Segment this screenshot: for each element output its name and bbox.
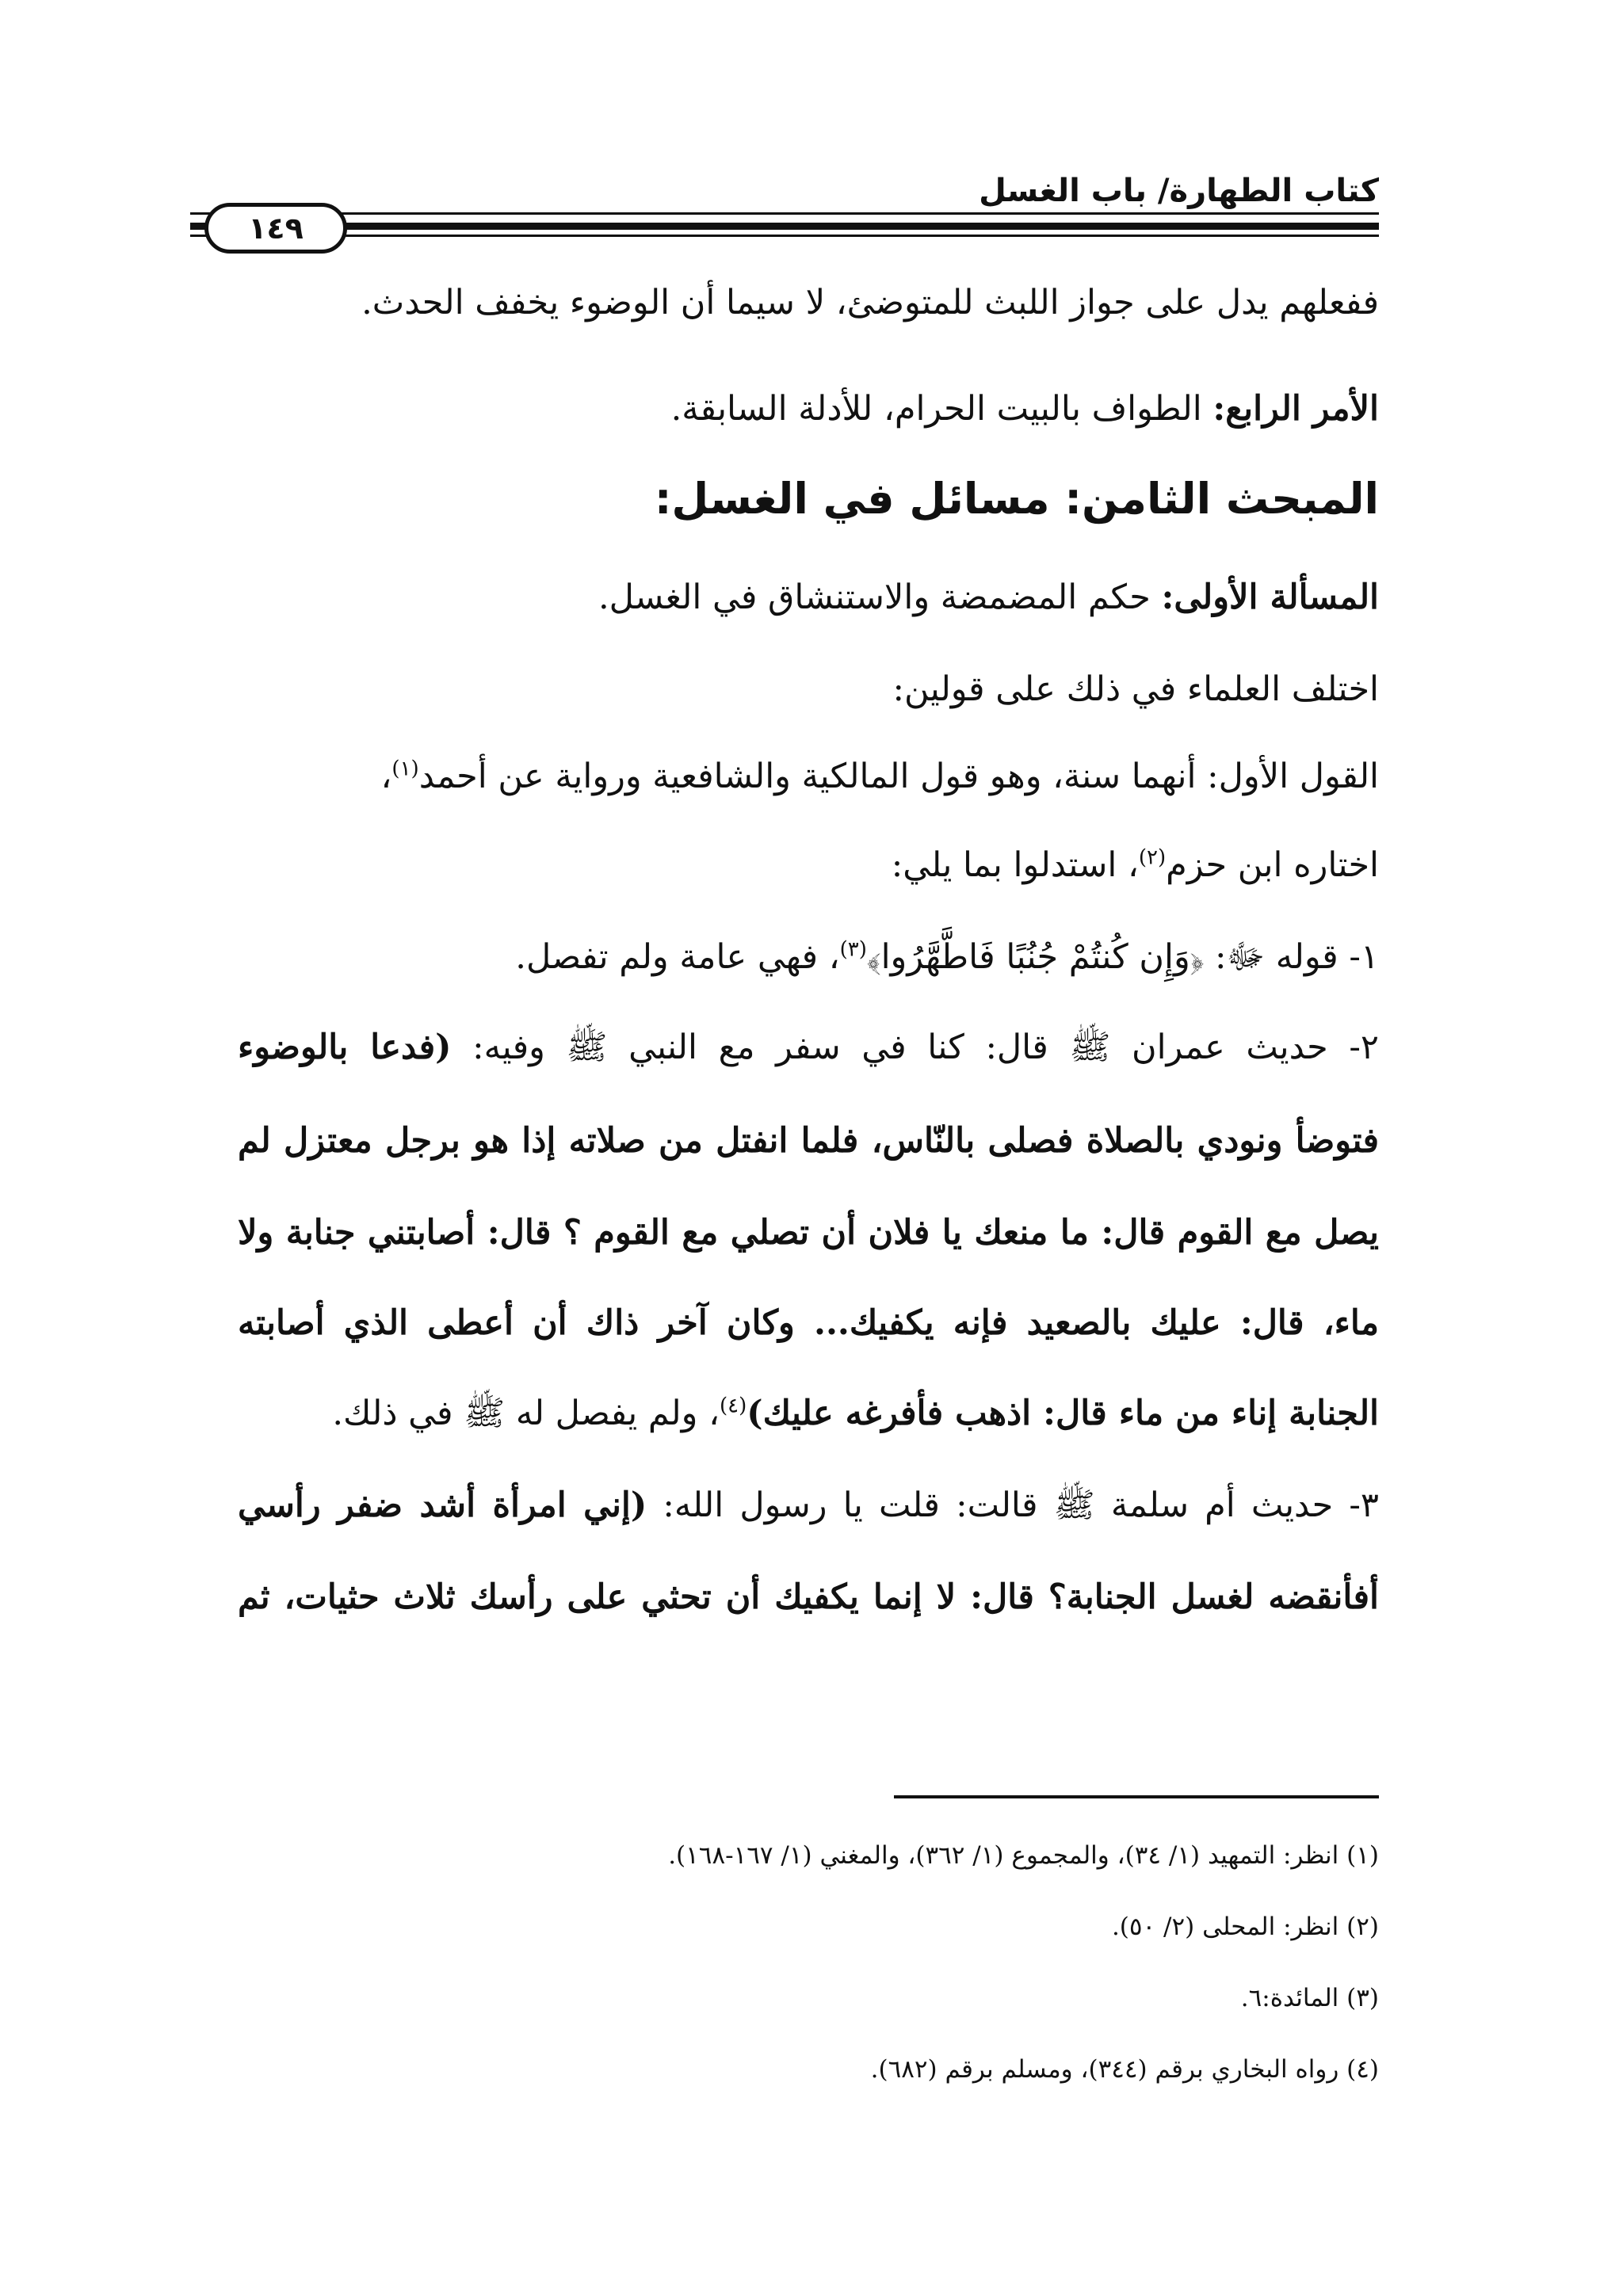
line-7-text: ١- قوله ﷻ: ﴿وَإِن كُنتُمْ جُنُبًا فَاطَّهَّرُوا﴾ (866, 937, 1379, 977)
body-line-3 (238, 575, 1379, 620)
line-13-bold: (إني امرأة أشد ضفر رأسي (238, 1486, 647, 1525)
footnote-ref-1: (١) (391, 757, 419, 781)
body-line-14: أفأنقضه لغسل الجنابة؟ قال: لا إنما يكفيك أن تحثي على رأسك ثلاث حثيات، ثم (238, 1577, 1379, 1617)
footnote-1: (١) انظر: التمهيد (١/ ٣٤)، والمجموع (١/ ٣٦٢)، والمغني (١/ ١٦٧-١٦٨). (668, 1841, 1379, 1870)
line-6-end: ، استدلوا بما يلي: (891, 845, 1139, 885)
line-8-bold: (فدعا بالوضوء (238, 1028, 452, 1067)
body-line-7 (238, 935, 1379, 979)
line-13-text: ٣- حديث أم سلمة ﷺ قالت: قلت يا رسول الله: (647, 1486, 1379, 1525)
body-line-13 (238, 1483, 1379, 1527)
line-3-lead: المسألة الأولى: (1161, 578, 1379, 617)
body-line-11: ماء، قال: عليك بالصعيد فإنه يكفيك... وكان آخر ذاك أن أعطى الذي أصابته (238, 1303, 1379, 1343)
body-line-4: اختلف العلماء في ذلك على قولين: (892, 669, 1379, 709)
line-12-bold: الجنابة إناء من ماء قال: اذهب فأفرغه عليك) (747, 1394, 1379, 1433)
page-number: ١٤٩ (204, 203, 347, 254)
line-8-text: ٢- حديث عمران ﷺ قال: كنا في سفر مع النبي ﷺ وفيه: (451, 1028, 1379, 1067)
line-5-end: ، (380, 757, 392, 796)
header-rule-bottom (190, 235, 1379, 237)
line-2-rest: الطواف بالبيت الحرام، للأدلة السابقة. (670, 389, 1213, 429)
line-5-text: القول الأول: أنهما سنة، وهو قول المالكية والشافعية ورواية عن أحمد (418, 757, 1379, 796)
body-line-10: يصل مع القوم قال: ما منعك يا فلان أن تصلي مع القوم ؟ قال: أصابتني جنابة ولا (238, 1213, 1379, 1253)
running-title: كتاب الطهارة/ باب الغسل (979, 173, 1379, 209)
line-3-rest: حكم المضمضة والاستنشاق في الغسل. (598, 578, 1162, 617)
body-line-5 (238, 754, 1379, 799)
line-7-end: ، فهي عامة ولم تفصل. (515, 937, 840, 977)
footnote-rule (894, 1795, 1379, 1798)
footnote-4: (٤) رواه البخاري برقم (٣٤٤)، ومسلم برقم (٦٨٢). (870, 2055, 1379, 2084)
footnote-ref-4: (٤) (719, 1394, 747, 1418)
line-2-lead: الأمر الرابع: (1212, 389, 1379, 429)
body-line-12 (238, 1391, 1379, 1436)
line-6-text: اختاره ابن حزم (1166, 845, 1379, 885)
footnote-ref-2: (٢) (1138, 845, 1167, 870)
section-heading: المبحث الثامن: مسائل في الغسل: (654, 474, 1379, 524)
footnote-2: (٢) انظر: المحلى (٢/ ٥٠). (1111, 1913, 1379, 1941)
footnote-ref-3: (٣) (839, 937, 867, 962)
header-rule-top (190, 212, 1379, 215)
body-line-2 (238, 387, 1379, 431)
body-line-8 (238, 1025, 1379, 1070)
body-line-9: فتوضأ ونودي بالصلاة فصلى بالنّاس، فلما انفتل من صلاته إذا هو برجل معتزل لم (238, 1121, 1380, 1161)
body-line-1: ففعلهم يدل على جواز اللبث للمتوضئ، لا سيما أن الوضوء يخفف الحدث. (361, 283, 1379, 322)
line-12-end: ، ولم يفصل له ﷺ في ذلك. (332, 1394, 720, 1433)
header-rule-thick (190, 223, 1379, 230)
body-line-6 (238, 843, 1379, 887)
footnote-3: (٣) المائدة:٦. (1240, 1984, 1379, 2012)
